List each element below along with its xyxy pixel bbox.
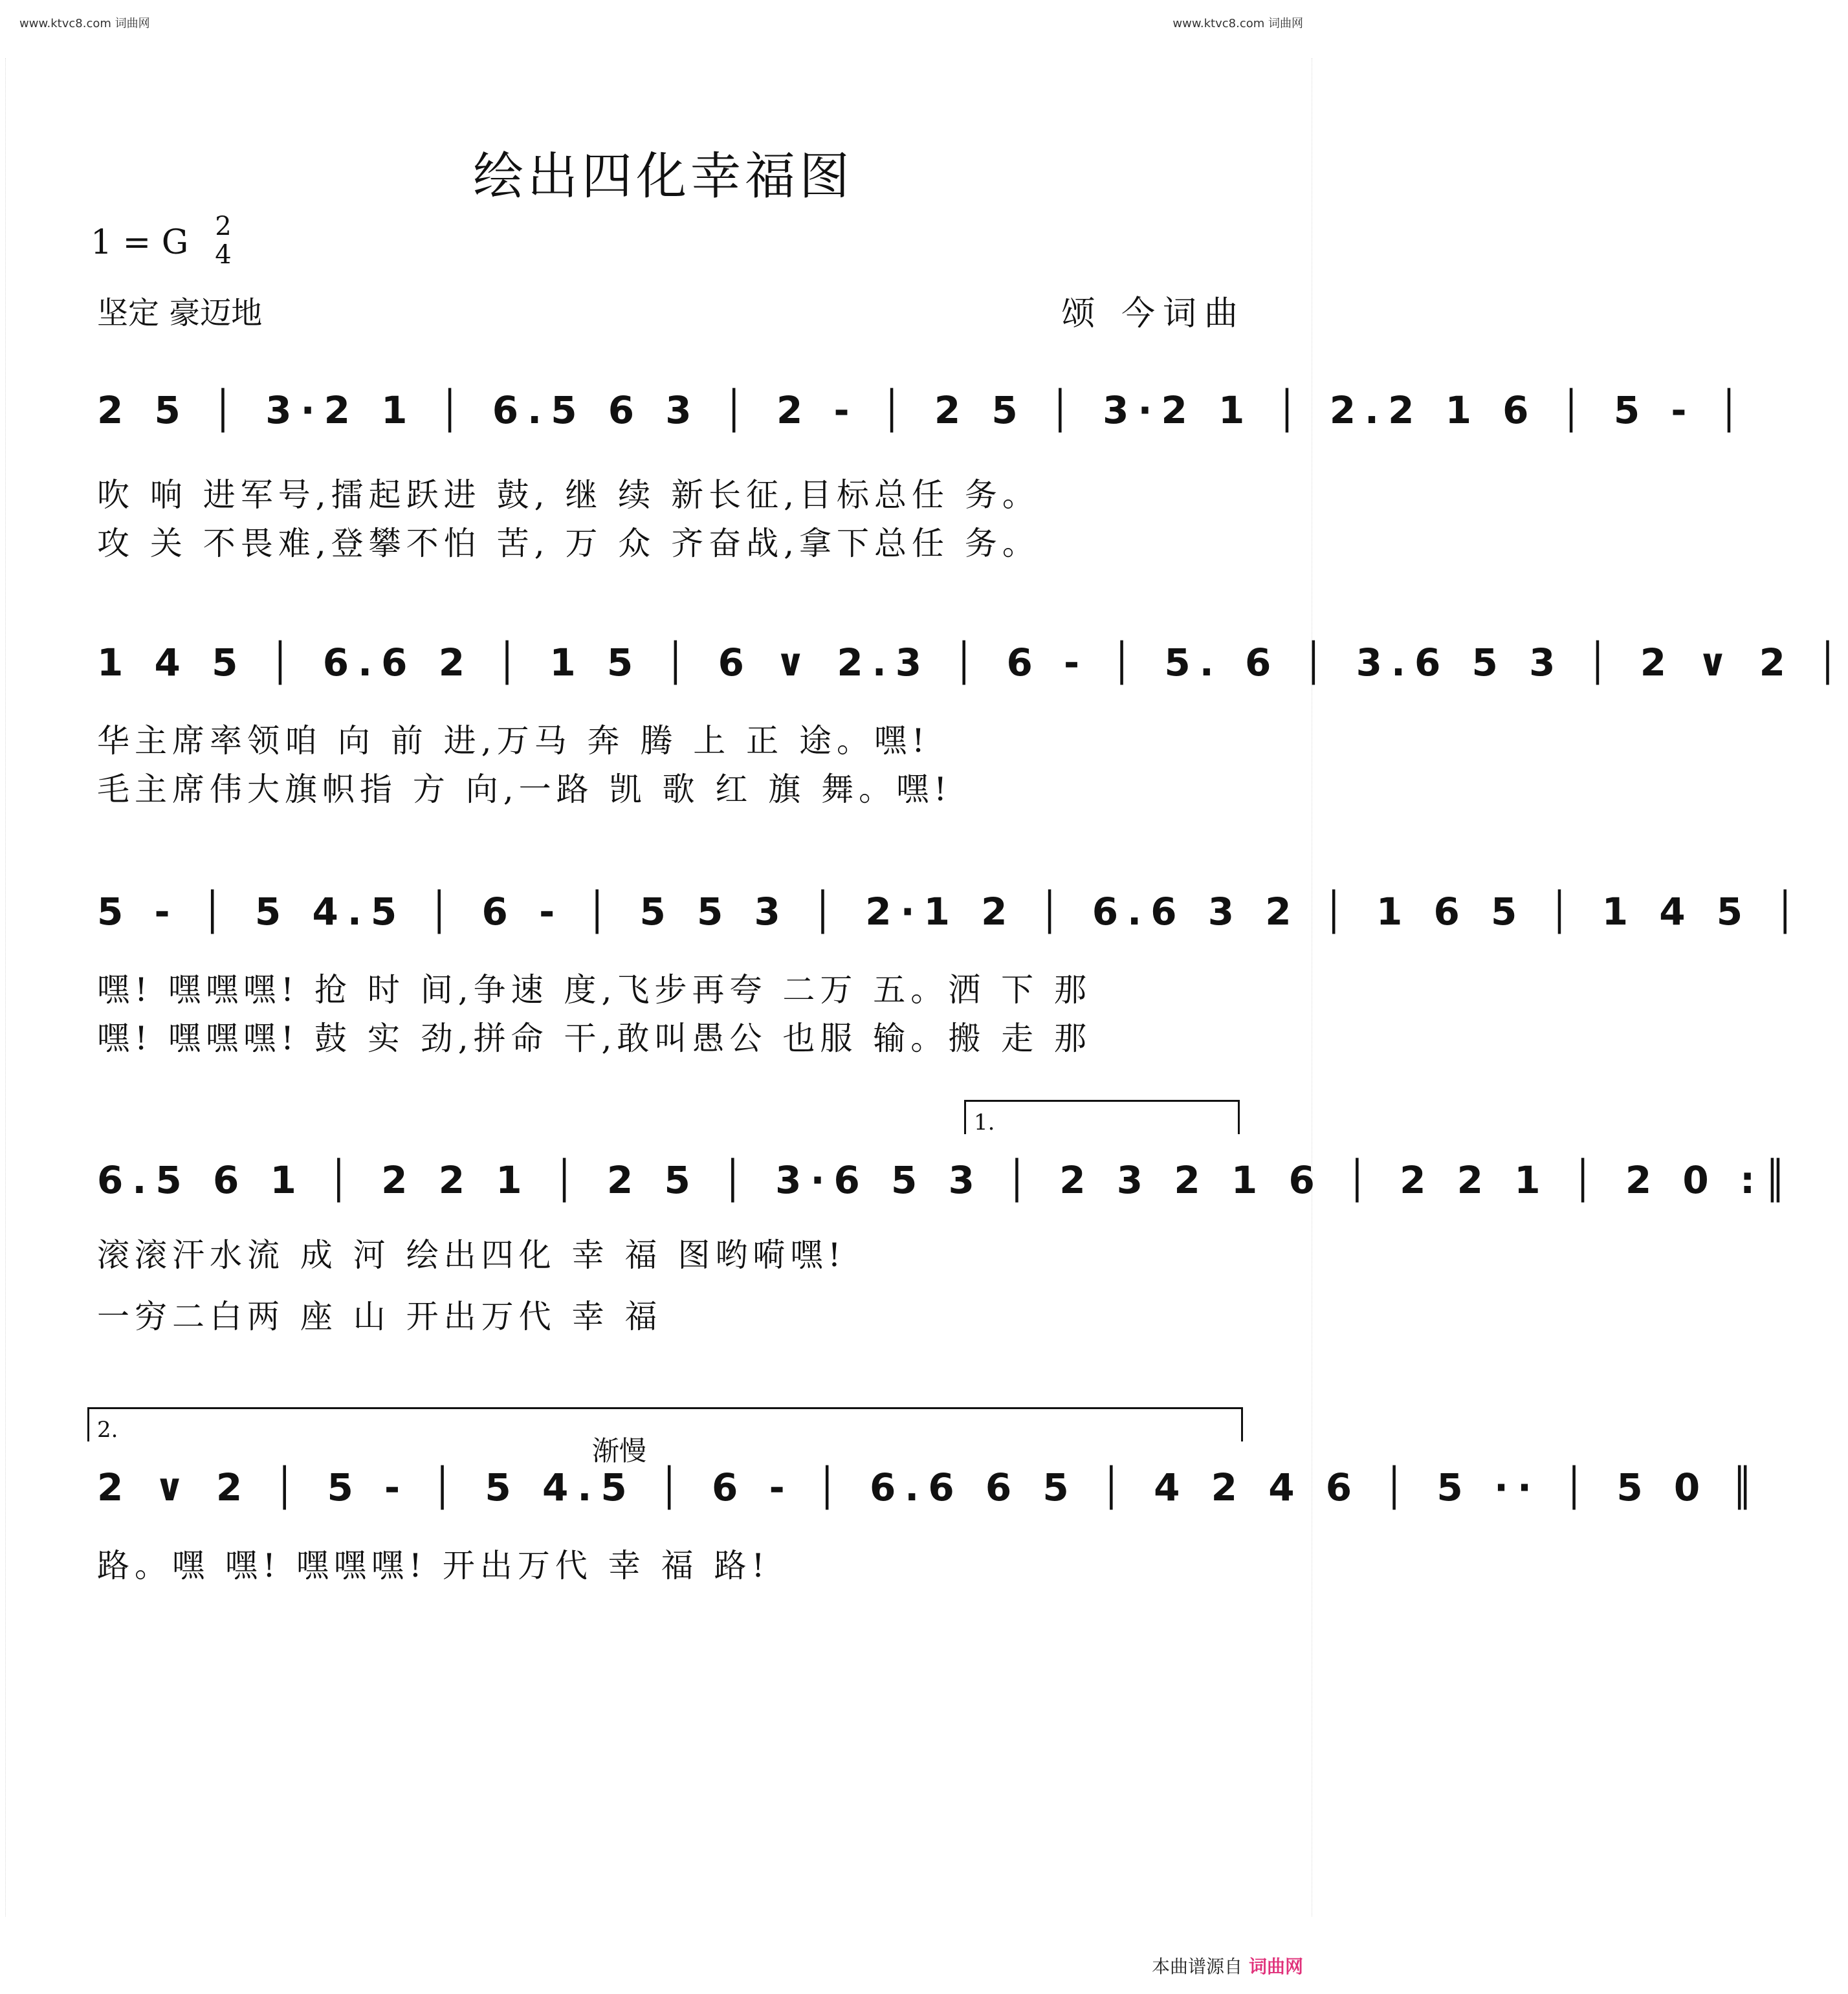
notes-row: 1 4 5 │ 6.6 2 │ 1 5 │ 6 ∨ 2.3 │ 6 - │ 5. 6 │ 3.6 5 3 │ 2 ∨ 2 │	[97, 641, 1848, 685]
first-ending-bracket	[964, 1100, 1240, 1134]
notes-row: 5 - │ 5 4.5 │ 6 - │ 5 5 3 │ 2·1 2 │ 6.6 3 2 │ 1 6 5 │ 1 4 5 │	[97, 890, 1806, 934]
author-credit: 颂 今词曲	[1061, 294, 1246, 333]
lyric-verse-1: 华主席率领咱 向 前 进,万马 奔 腾 上 正 途。嘿!	[97, 722, 930, 760]
lyric-verse-2: 毛主席伟大旗帜指 方 向,一路 凯 歌 红 旗 舞。嘿!	[97, 771, 952, 808]
time-signature	[210, 212, 236, 269]
notes-row: 2 5 │ 3·2 1 │ 6.5 6 3 │ 2 - │ 2 5 │ 3·2 1 │ 2.2 1 6 │ 5 - │	[97, 388, 1750, 432]
time-signature-top: 2	[215, 212, 232, 241]
second-ending-number: 2.	[97, 1417, 118, 1443]
first-ending-number: 1.	[974, 1110, 995, 1135]
ritardando-marking: 渐慢	[592, 1435, 647, 1467]
lyric-verse-1: 嘿! 嘿嘿嘿! 抢 时 间,争速 度,飞步再夸 二万 五。洒 下 那	[97, 971, 1092, 1009]
side-watermark-strip	[1312, 58, 1321, 1916]
footer-text: 本曲谱源自	[1151, 1956, 1242, 1977]
lyric-verse-2: 嘿! 嘿嘿嘿! 鼓 实 劲,拼命 干,敢叫愚公 也服 输。搬 走 那	[97, 1020, 1092, 1057]
footer-brand: 词曲网	[1248, 1956, 1303, 1977]
lyric-verse-1: 路。嘿 嘿! 嘿嘿嘿! 开出万代 幸 福 路!	[97, 1547, 770, 1584]
notes-row: 6.5 6 1 │ 2 2 1 │ 2 5 │ 3·6 5 3 │ 2 3 2 1 6 │ 2 2 1 │ 2 0 :║	[97, 1158, 1796, 1202]
footer-source	[1152, 1953, 1303, 1978]
lyric-verse-2: 一穷二白两 座 山 开出万代 幸 福	[97, 1298, 663, 1335]
lyric-verse-1: 滚滚汗水流 成 河 绘出四化 幸 福 图哟嗬嘿!	[97, 1236, 846, 1274]
song-title: 绘出四化幸福图	[472, 148, 853, 206]
time-signature-bottom: 4	[215, 240, 232, 270]
lyric-verse-2: 攻 关 不畏难,登攀不怕 苦, 万 众 齐奋战,拿下总任 务。	[97, 525, 1040, 562]
side-watermark-strip	[5, 58, 15, 1916]
lyric-verse-1: 吹 响 进军号,擂起跃进 鼓, 继 续 新长征,目标总任 务。	[97, 476, 1040, 514]
site-header-left: www.ktvc8.com 词曲网	[19, 17, 150, 30]
site-header-right: www.ktvc8.com 词曲网	[1172, 17, 1303, 30]
notes-row: 2 ∨ 2 │ 5 - │ 5 4.5 │ 6 - │ 6.6 6 5 │ 4 2 4 6 │ 5 ·· │ 5 0 ║	[97, 1465, 1763, 1509]
key-signature: 1 = G	[91, 223, 189, 262]
second-ending-bracket	[87, 1407, 1243, 1441]
tempo-marking: 坚定 豪迈地	[97, 295, 263, 331]
